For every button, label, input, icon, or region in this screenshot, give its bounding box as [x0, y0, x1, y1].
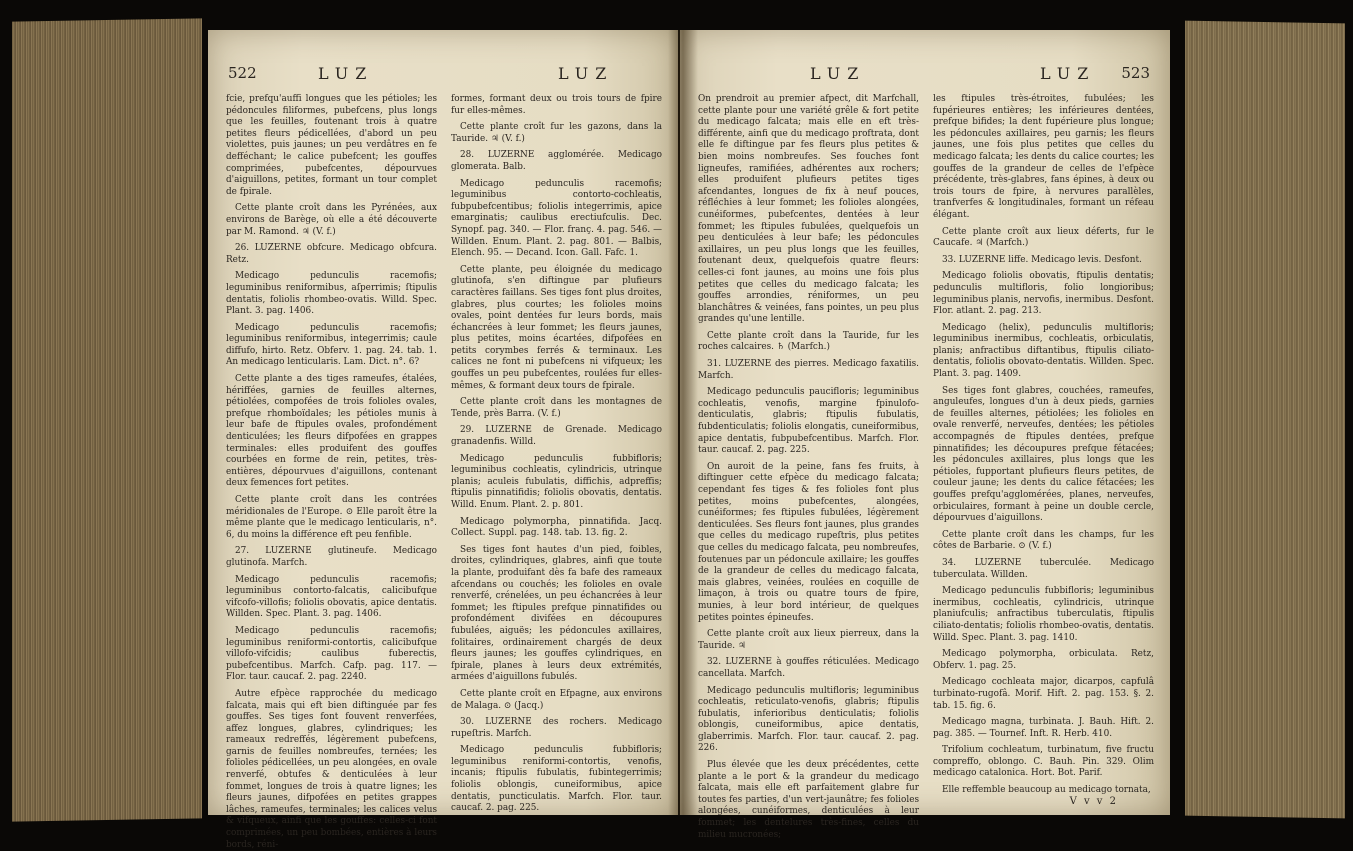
- left-header-word-1: LUZ: [318, 64, 374, 83]
- paragraph: 26. LUZERNE obfcure. Medicago obfcura. Retz.: [226, 243, 437, 265]
- left-column-1: [226, 94, 437, 850]
- paragraph: Cette plante croît dans la Tauride, fur les roches calcaires. ♄ (Marfch.): [698, 330, 919, 353]
- paragraph: Medicago (helix), pedunculis multifloris; leguminibus inermibus, cochleatis, orbiculatis, planis; anfractibus diftantibus, ftipulis ciliato-dentatis, foliolis obovato-dentatis. Willden. Spec. Plant. 3. pag. 1409.: [933, 322, 1154, 380]
- left-running-header: [228, 64, 658, 86]
- paragraph: 27. LUZERNE glutineufe. Medicago glutinofa. Marfch.: [226, 546, 437, 568]
- paragraph: Cette plante croît en Efpagne, aux environs de Malaga. ⊙ (Jacq.): [451, 688, 662, 711]
- paragraph: Medicago polymorpha, orbiculata. Retz, Obferv. 1. pag. 25.: [933, 649, 1154, 671]
- paragraph: Ses tiges font glabres, couchées, rameufes, anguleufes, longues d'un à deux pieds, garnies de feuilles alternes, pétiolées; les folioles en ovale renverfé, nerveufes, dentées; les pétioles accompagnés de ftipules dentées, prefque pinnatifides; les découpures prefque fétacées; les pédoncules axillaires, plus longs que les pétioles, fupportant plufieurs fleurs petites, de couleur jaune; les dents du calice fétacées; les gouffes prefqu'agglomérées, planes, nerveufes, orbiculaires, formant à peine un double cercle, dépourvues d'aiguillons.: [933, 385, 1154, 524]
- paragraph: Ses tiges font hautes d'un pied, foibles, droites, cylindriques, glabres, ainfi que toute la plante, produifant dès fa bafe des rameaux afcendans ou couchés; les folioles en ovale renverfé, crénelées, un peu échancrées à leur fommet; les ftipules prefque pinnatifides ou profondément divifées en découpures fubulées, aiguës; les pédoncules axillaires, folitaires, ordinairement chargés de deux fleurs jaunes; les gouffes cylindriques, en fpirale, planes à leurs deux extrémités, armées d'aiguillons fubulés.: [451, 544, 662, 683]
- paragraph: Cette plante croît fur les gazons, dans la Tauride. ♃ (V. f.): [451, 122, 662, 144]
- left-page-edges: [12, 18, 202, 821]
- right-running-header: [700, 64, 1150, 86]
- paragraph: 29. LUZERNE de Grenade. Medicago granadenfis. Willd.: [451, 425, 662, 448]
- paragraph: Cette plante croît dans les contrées méridionales de l'Europe. ⊙ Elle paroît être la même plante que le medicago lenticularis, n°. 6, du moins la différence eft peu fenfible.: [226, 495, 437, 540]
- paragraph: Medicago pedunculis fubbifloris; leguminibus cochleatis, cylindricis, utrinque planis; aculeis fubulatis, diffichis, adpreffis; ftipulis pinnatifidis; foliolis obovatis, dentatis. Willd. Enum. Plant. 2. p. 801.: [451, 453, 662, 510]
- paragraph: Medicago cochleata major, dicarpos, capfulâ turbinato-rugofâ. Morif. Hift. 2. pag. 153. §. 2. tab. 15. fig. 6.: [933, 677, 1154, 711]
- right-page-columns: [698, 94, 1154, 840]
- left-column-2: [451, 94, 662, 814]
- paragraph: Medicago pedunculis multifloris; leguminibus cochleatis, reticulato-venofis, glabris; ftipulis fubulatis, inferioribus denticulatis; foliolis oblongis, cuneiformibus, apice dentatis, glaberrimis. Marfch. Flor. taur. caucaf. 2. pag. 226.: [698, 685, 919, 754]
- paragraph: les ftipules très-étroites, fubulées; les fupérieures entières; les inférieures dentées, prefque bifides; la dent fupérieure plus longue; les pédoncules axillaires, peu garnis; les fleurs jaunes, une fois plus petites que celles du medicago falcata; les dents du calice courtes; les gouffes de la grandeur de celles de l'efpèce précédente, très-glabres, fans épines, à deux ou trois tours de fpire, à nervures parallèles, tranfverfes & longitudinales, formant un réfeau élégant.: [933, 94, 1154, 220]
- right-page-edges: [1185, 21, 1345, 819]
- paragraph: 28. LUZERNE agglomérée. Medicago glomerata. Balb.: [451, 150, 662, 172]
- paragraph: Medicago pedunculis racemofis; leguminibus contorto-cochleatis, fubpubefcentibus; foliolis integerrimis, apice emarginatis; caulibus erectiufculis. Dec. Synopf. pag. 340. — Flor. franç. 4. pag. 546. — Willden. Enum. Plant. 2. pag. 801. — Balbis, Elench. 95. — Decand. Icon. Gall. Fafc. 1.: [451, 178, 662, 259]
- paragraph: Cette plante croît dans les Pyrénées, aux environs de Barège, où elle a été découverte par M. Ramond. ♃ (V. f.): [226, 203, 437, 237]
- paragraph: Cette plante croît aux lieux pierreux, dans la Tauride. ♃: [698, 629, 919, 651]
- right-column-2: [933, 94, 1154, 809]
- left-header-word-2: LUZ: [558, 64, 614, 83]
- paragraph: Cette plante croît dans les champs, fur les côtes de Barbarie. ⊙ (V. f.): [933, 529, 1154, 552]
- signature-mark: V v v 2: [1069, 796, 1118, 807]
- paragraph: Medicago pedunculis racemofis; leguminibus reniformibus, aſperrimis; ſtipulis dentatis, foliolis rhombeo-ovatis. Willd. Spec. Plant. 3. pag. 1406.: [226, 271, 437, 317]
- paragraph: Medicago polymorpha, pinnatifida. Jacq. Collect. Suppl. pag. 148. tab. 13. fig. 2.: [451, 516, 662, 539]
- left-page: [208, 30, 678, 850]
- paragraph: 33. LUZERNE liffe. Medicago levis. Desfont.: [942, 254, 1142, 265]
- paragraph: Medicago pedunculis racemofis; leguminibus reniformibus, integerrimis; caule diffufo, hirto. Retz. Obferv. 1. pag. 24. tab. 1. An medicago lenticularis. Lam. Dict. n°. 6?: [226, 322, 437, 368]
- paragraph: Medicago magna, turbinata. J. Bauh. Hift. 2. pag. 385. — Tournef. Inft. R. Herb. 410.: [933, 717, 1154, 739]
- paragraph: Cette plante croît aux lieux déferts, fur le Caucafe. ♃ (Marfch.): [933, 226, 1154, 249]
- paragraph: Elle reffemble beaucoup au medicago tornata,: [942, 785, 1151, 796]
- paragraph: Autre efpèce rapprochée du medicago falcata, mais qui eft bien diftinguée par fes gouffes. Ses tiges font fouvent renverfées, affez longues, glabres, cylindriques; les rameaux redreffés, légèrement pubefcens, garnis de feuilles nombreufes, ternées; les folioles pédicellées, un peu alongées, en ovale renverfé, obtufes & denticulées à leur fommet, longues de trois à quatre lignes; les fleurs jaunes, difpofées en petites grappes lâches, rameufes, terminales; les calices velus & vifqueux, ainfi que les gouffes: celles-ci font comprimées, un peu bombées, entières à leurs bords, réni-: [226, 688, 437, 850]
- right-column-1: [698, 94, 919, 840]
- paragraph: Medicago pedunculis racemofis; leguminibus reniformi-contortis, calicibufque villofo-vifcidis; caulibus fuberectis, pubefcentibus. Marfch. Cafp. pag. 117. — Flor. taur. caucaf. 2. pag. 2240.: [226, 625, 437, 683]
- paragraph: Cette plante a des tiges rameufes, étalées, hériffées, garnies de feuilles alternes, pétiolées, compofées de trois folioles ovales, prefque rhomboïdales; les pétioles munis à leur bafe de ftipules ovales, profondément denticulées; les fleurs difpofées en grappes terminales: elles produifent des gouffes courbées en forme de rein, petites, très-entières, dépourvues d'aiguillons, contenant deux femences fort petites.: [226, 374, 437, 489]
- right-page-number: 523: [1121, 64, 1150, 82]
- paragraph: 30. LUZERNE des rochers. Medicago rupeſtris. Marfch.: [451, 717, 662, 739]
- paragraph: 34. LUZERNE tuberculée. Medicago tuberculata. Willden.: [933, 557, 1154, 580]
- right-header-word-1: LUZ: [810, 64, 866, 83]
- left-page-columns: [226, 94, 662, 850]
- paragraph: fcie, prefqu'auffi longues que les pétioles; les pédoncules filiformes, pubefcens, plus longs que les feuilles, foutenant trois à quatre petites fleurs pédicellées, d'abord un peu violettes, puis jaunes; un peu verdâtres en fe defféchant; le calice pubefcent; les gouffes comprimées, pubefcentes, dépourvues d'aiguillons, petites, formant un tour complet de fpirale.: [226, 94, 437, 197]
- paragraph: formes, formant deux ou trois tours de fpire fur elles-mêmes.: [451, 94, 662, 116]
- paragraph: Cette plante croît dans les montagnes de Tende, près Barra. (V. f.): [451, 397, 662, 419]
- paragraph: Medicago pedunculis racemofis; leguminibus contorto-falcatis, calicibufque vifcofo-villofis; foliolis obovatis, apice dentatis. Willden. Spec. Plant. 3. pag. 1406.: [226, 574, 437, 620]
- paragraph: Cette plante, peu éloignée du medicago glutinofa, s'en diftingue par plufieurs caractères faillans. Ses tiges font plus droites, glabres, plus courtes; les folioles moins ovales, point dentées fur leurs bords, mais échancrées à leur fommet; les fleurs jaunes, plus petites, moins écartées, difpofées en petits corymbes ferrés & terminaux. Les calices ne font ni pubefcens ni vifqueux; les gouffes un peu pubefcentes, roulées fur elles-mêmes, & formant deux tours de fpirale.: [451, 264, 662, 391]
- paragraph: Plus élevée que les deux précédentes, cette plante a le port & la grandeur du medicago falcata, mais elle eft parfaitement glabre fur toutes fes parties, d'un vert-jaunâtre; fes folioles alongées, cunéiformes, denticulées à leur fommet; les dentelures très-fines, celles du milieu mucronées;: [698, 760, 919, 840]
- right-page: [680, 30, 1170, 840]
- paragraph: Medicago pedunculis paucifloris; leguminibus cochleatis, venofis, margine fpinulofo-denticulatis, glabris; ftipulis fubulatis, fubdenticulatis; foliolis elongatis, cuneiformibus, apice dentatis, fubpubefcentibus. Marfch. Flor. taur. caucaf. 2. pag. 225.: [698, 387, 919, 456]
- paragraph: Medicago pedunculis fubbifloris; leguminibus reniformi-contortis, venofis, incanis; ftipulis fubulatis, fubintegerrimis; foliolis oblongis, cuneiformibus, apice dentatis, puncticulatis. Marfch. Flor. taur. caucaf. 2. pag. 225.: [451, 745, 662, 814]
- paragraph: On prendroit au premier afpect, dit Marfchall, cette plante pour une variété grêle & fort petite du medicago falcata; mais elle en eft très-différente, ainfi que du medicago proftrata, dont elle fe diftingue par fes fleurs plus petites & bien moins nombreufes. Ses fouches font ligneufes, ramifiées, adhérentes aux rochers; elles produifent plufieurs petites tiges afcendantes, longues de fix à neuf pouces, réfléchies à leur fommet; les folioles alongées, cunéiformes, pubefcentes, dentées à leur fommet; les ftipules fubulées, quelquefois un peu denticulées à leur bafe; les pédoncules axillaires, un peu plus longs que les feuilles, foutenant deux, quelquefois quatre fleurs: celles-ci font jaunes, au moins une fois plus petites que celles du medicago falcata; les gouffes arrondies, réniformes, un peu blanchâtres & veinées, fans pointes, un peu plus grandes qu'une lentille.: [698, 94, 919, 325]
- paragraph: On auroit de la peine, fans fes fruits, à diftinguer cette efpèce du medicago falcata; cependant fes tiges & fes folioles font plus petites, moins pubefcentes, alongées, cunéiformes; fes ftipules fubulées, légèrement denticulées. Ses fleurs font jaunes, plus grandes que celles du medicago rupeſtris, plus petites que celles du medicago falcata, peu nombreufes, foutenues par un pédoncule axillaire; les gouffes de la grandeur de celles du medicago falcata, mais glabres, veinées, roulées en coquille de limaçon, à trois ou quatre tours de fpire, munies, à leur bord intérieur, de quelques petites pointes épineufes.: [698, 461, 919, 623]
- left-page-number: 522: [228, 64, 257, 82]
- paragraph: 31. LUZERNE des pierres. Medicago faxatilis. Marfch.: [698, 359, 919, 381]
- paragraph: 32. LUZERNE à gouffes réticulées. Medicago cancellata. Marfch.: [698, 657, 919, 679]
- paragraph: Medicago foliolis obovatis, ftipulis dentatis; pedunculis multifloris, folio longioribus; leguminibus planis, nervofis, inermibus. Desfont. Flor. atlant. 2. pag. 213.: [933, 271, 1154, 317]
- paragraph: Trifolium cochleatum, turbinatum, five fructu compreffo, oblongo. C. Bauh. Pin. 329. Olim medicago catalonica. Hort. Bot. Parif.: [933, 745, 1154, 779]
- paragraph: Medicago pedunculis fubbifloris; leguminibus inermibus, cochleatis, cylindricis, utrinque planiufculis; anfractibus tuberculatis, ftipulis ciliato-dentatis; foliolis rhombeo-ovatis, dentatis. Willd. Spec. Plant. 3. pag. 1410.: [933, 586, 1154, 643]
- right-header-word-2: LUZ: [1040, 64, 1096, 83]
